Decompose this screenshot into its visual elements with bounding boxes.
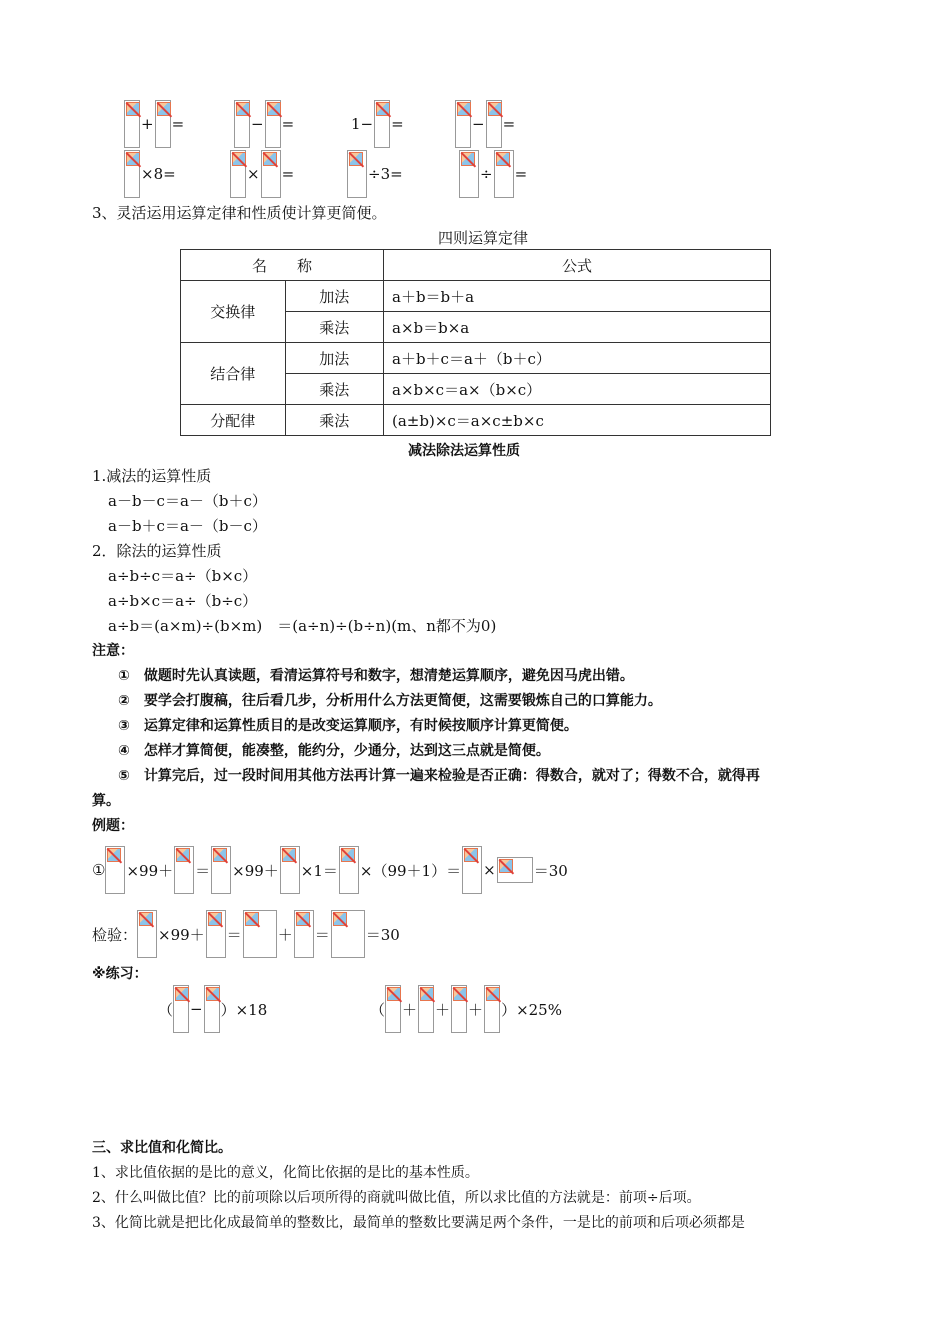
note-tail: 算。 bbox=[92, 793, 120, 809]
expr-part: − bbox=[190, 1000, 203, 1018]
fraction-image bbox=[204, 985, 220, 1033]
law-associative: 结合律 bbox=[181, 343, 286, 405]
expr-part: ＋ bbox=[402, 1000, 418, 1019]
expr-part: （ bbox=[158, 1000, 174, 1019]
fraction-image bbox=[418, 985, 434, 1033]
expr-part: ＋ bbox=[277, 925, 293, 944]
check-label: 检验： bbox=[92, 925, 138, 944]
check-expression bbox=[92, 910, 401, 958]
expr-row-2b bbox=[230, 150, 295, 198]
fraction-image bbox=[455, 100, 471, 148]
fraction-image bbox=[124, 150, 140, 198]
header-name: 名 称 bbox=[181, 250, 384, 281]
section-3-heading: 三、求比值和化简比。 bbox=[92, 1140, 232, 1156]
fraction-image bbox=[294, 910, 314, 958]
operation-laws-table bbox=[180, 249, 771, 436]
expr-row-1 bbox=[124, 100, 185, 148]
practice-1 bbox=[158, 985, 268, 1033]
fraction-image bbox=[462, 846, 482, 894]
sub-title: 1.减法的运算性质 bbox=[92, 467, 212, 485]
fraction-image bbox=[347, 150, 367, 198]
expr-part: ×（99＋1）＝ bbox=[359, 861, 462, 880]
fraction-image bbox=[211, 846, 231, 894]
expr-part: ×99＋ bbox=[158, 925, 205, 944]
fraction-image bbox=[265, 100, 281, 148]
example-title: 例题： bbox=[92, 818, 134, 834]
divide-sign: ÷ bbox=[480, 165, 493, 183]
sub-line-1: a－b－c＝a－（b＋c） bbox=[108, 492, 267, 510]
plus-sign: + bbox=[141, 115, 154, 133]
expr-part: ×99＋ bbox=[126, 861, 174, 880]
expr-part: ）×18 bbox=[220, 1000, 268, 1019]
divide-three: ÷3= bbox=[368, 165, 403, 183]
formula-cell: a＋b＋c＝a＋（b＋c） bbox=[384, 343, 771, 374]
circle-one: ① bbox=[92, 861, 106, 879]
fraction-image bbox=[173, 985, 189, 1033]
expr-part: ＝ bbox=[226, 925, 242, 944]
equals-sign: = bbox=[281, 115, 295, 133]
law-commutative: 交换律 bbox=[181, 281, 286, 343]
table-title: 四则运算定律 bbox=[438, 229, 529, 247]
fraction-image bbox=[230, 150, 246, 198]
equals-sign: = bbox=[391, 115, 404, 133]
fraction-image bbox=[494, 150, 514, 198]
formula-cell: a×b×c＝a×（b×c） bbox=[384, 374, 771, 405]
op-cell: 乘法 bbox=[285, 374, 383, 405]
expr-part: ＋ bbox=[468, 1000, 484, 1019]
expr-part: ＝ bbox=[314, 925, 330, 944]
fraction-image bbox=[331, 910, 365, 958]
props-title: 减法除法运算性质 bbox=[408, 443, 520, 459]
practice-title: ※练习： bbox=[92, 966, 148, 982]
div-line-3: a÷b＝(a×m)÷(b×m) ＝(a÷n)÷(b÷n)(m、n都不为0) bbox=[108, 617, 497, 635]
expr-part: ×1＝ bbox=[300, 861, 338, 880]
note-title: 注意： bbox=[92, 643, 134, 659]
fraction-image bbox=[261, 150, 281, 198]
note-5: ⑤ 计算完后，过一段时间用其他方法再计算一遍来检验是否正确：得数合，就对了；得数不合，就得再 bbox=[118, 768, 760, 784]
formula-cell: a×b＝b×a bbox=[384, 312, 771, 343]
op-cell: 乘法 bbox=[285, 405, 383, 436]
expr-part: ＝30 bbox=[533, 861, 568, 880]
expr-row-1d bbox=[455, 100, 516, 148]
expr-row-2c bbox=[347, 150, 404, 198]
fraction-image bbox=[105, 846, 125, 894]
fraction-image bbox=[234, 100, 250, 148]
formula-cell: a＋b＝b＋a bbox=[384, 281, 771, 312]
fraction-image bbox=[451, 985, 467, 1033]
expr-row-1b bbox=[234, 100, 295, 148]
expr-part: ＝ bbox=[195, 861, 211, 880]
minus-sign: − bbox=[472, 115, 485, 133]
expr-part: （ bbox=[370, 1000, 386, 1019]
times-sign: × bbox=[247, 165, 260, 183]
fraction-image bbox=[155, 100, 171, 148]
op-cell: 乘法 bbox=[285, 312, 383, 343]
fraction-image bbox=[243, 910, 277, 958]
expr-part: ）×25% bbox=[501, 1000, 562, 1019]
formula-cell: (a±b)×c＝a×c±b×c bbox=[384, 405, 771, 436]
div-line-1: a÷b÷c＝a÷（b×c） bbox=[108, 567, 258, 585]
fraction-image bbox=[137, 910, 157, 958]
law-distributive: 分配律 bbox=[181, 405, 286, 436]
sub-line-2: a－b＋c＝a－（b－c） bbox=[108, 517, 267, 535]
note-4: ④ 怎样才算简便，能凑整，能约分，少通分，达到这三点就是简便。 bbox=[118, 743, 550, 759]
note-1: ① 做题时先认真读题，看清运算符号和数字，想清楚运算顺序，避免因马虎出错。 bbox=[118, 668, 634, 684]
equals-sign: = bbox=[171, 115, 185, 133]
fraction-image bbox=[497, 857, 533, 883]
equals-sign: = bbox=[281, 165, 295, 183]
op-cell: 加法 bbox=[285, 343, 383, 374]
fraction-image bbox=[280, 846, 300, 894]
fraction-image bbox=[374, 100, 390, 148]
section-3-title: 3、灵活运用运算定律和性质使计算更简便。 bbox=[92, 204, 387, 222]
fraction-image bbox=[484, 985, 500, 1033]
expr-row-2a bbox=[124, 150, 177, 198]
expr-part: ×99＋ bbox=[232, 861, 279, 880]
fraction-image bbox=[459, 150, 479, 198]
practice-2 bbox=[370, 985, 563, 1033]
times-eight: ×8= bbox=[141, 165, 176, 183]
fraction-image bbox=[124, 100, 140, 148]
expr-part: ＋ bbox=[435, 1000, 451, 1019]
note-3: ③ 运算定律和运算性质目的是改变运算顺序，有时候按顺序计算更简便。 bbox=[118, 718, 578, 734]
equals-sign: = bbox=[502, 115, 516, 133]
fraction-image bbox=[206, 910, 226, 958]
sec3-line-2: 2、什么叫做比值？比的前项除以后项所得的商就叫做比值，所以求比值的方法就是：前项÷后项。 bbox=[92, 1190, 701, 1206]
op-cell: 加法 bbox=[285, 281, 383, 312]
example-expression bbox=[92, 846, 569, 894]
div-title: 2．除法的运算性质 bbox=[92, 542, 222, 560]
minus-sign: − bbox=[251, 115, 264, 133]
sec3-line-3: 3、化简比就是把比化成最简单的整数比，最简单的整数比要满足两个条件，一是比的前项和后项必须都是 bbox=[92, 1215, 745, 1231]
expr-part: ＝30 bbox=[365, 925, 400, 944]
sec3-line-1: 1、求比值依据的是比的意义，化简比依据的是比的基本性质。 bbox=[92, 1165, 479, 1181]
one-minus: 1− bbox=[351, 115, 374, 133]
fraction-image bbox=[385, 985, 401, 1033]
expr-row-1c bbox=[350, 100, 405, 148]
note-2: ② 要学会打腹稿，往后看几步，分析用什么方法更简便，这需要锻炼自己的口算能力。 bbox=[118, 693, 662, 709]
div-line-2: a÷b×c＝a÷（b÷c） bbox=[108, 592, 258, 610]
equals-sign: = bbox=[514, 165, 528, 183]
expr-part: × bbox=[483, 861, 496, 879]
fraction-image bbox=[486, 100, 502, 148]
expr-row-2d bbox=[459, 150, 528, 198]
fraction-image bbox=[174, 846, 194, 894]
fraction-image bbox=[339, 846, 359, 894]
header-formula: 公式 bbox=[384, 250, 771, 281]
